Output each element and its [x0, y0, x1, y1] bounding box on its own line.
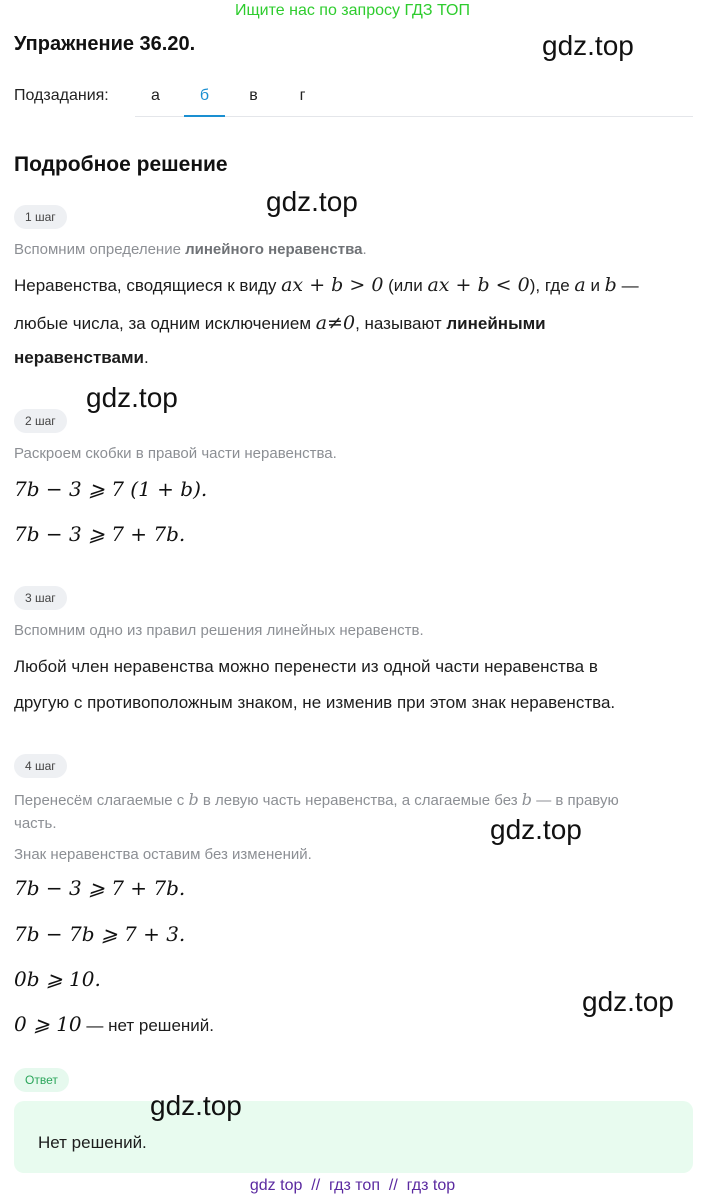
step-badge: 3 шаг: [14, 586, 67, 610]
step-hint: Раскроем скобки в правой части неравенства.: [14, 445, 337, 462]
equation: 0 ⩾ 10 — нет решений.: [14, 1012, 214, 1036]
step-badge: 1 шаг: [14, 205, 67, 229]
step-text-line: любые числа, за одним исключением a≠0, называют линейными: [14, 312, 546, 334]
tab-g[interactable]: г: [299, 87, 306, 104]
step-hint: Вспомним определение линейного неравенства.: [14, 241, 367, 258]
watermark: gdz.top: [490, 814, 582, 845]
equation: 7b − 3 ⩾ 7 + 7b.: [14, 522, 186, 546]
section-title: Подробное решение: [14, 153, 228, 176]
equation: 7b − 7b ⩾ 7 + 3.: [14, 922, 186, 946]
equation: 7b − 3 ⩾ 7 + 7b.: [14, 876, 186, 900]
tab-a[interactable]: а: [151, 87, 160, 104]
answer-text: Нет решений.: [38, 1133, 147, 1152]
watermark: gdz.top: [86, 382, 178, 413]
watermark: gdz.top: [582, 986, 674, 1017]
step-text-line: Неравенства, сводящиеся к виду ax + b > 0 (или ax + b < 0), где a и b —: [14, 274, 639, 296]
watermark: gdz.top: [150, 1090, 242, 1121]
tab-b[interactable]: б: [184, 76, 225, 117]
step-hint: Перенесём слагаемые с b в левую часть неравенства, а слагаемые без b — в правую: [14, 790, 619, 809]
exercise-title: Упражнение 36.20.: [14, 33, 196, 55]
answer-badge: Ответ: [14, 1068, 69, 1092]
equation: 7b − 3 ⩾ 7 (1 + b).: [14, 477, 208, 501]
watermark: gdz.top: [542, 30, 634, 61]
watermark: gdz.top: [266, 186, 358, 217]
footer-links[interactable]: gdz top // гдз топ // гдз top: [249, 1177, 456, 1194]
step-badge: 4 шаг: [14, 754, 67, 778]
subtask-tabs: [135, 76, 693, 117]
step-hint: Знак неравенства оставим без изменений.: [14, 846, 312, 863]
step-hint: часть.: [14, 815, 57, 832]
tab-v[interactable]: в: [249, 87, 258, 104]
step-badge: 2 шаг: [14, 409, 67, 433]
step-text-line: Любой член неравенства можно перенести из одной части неравенства в: [14, 657, 598, 676]
subtasks-label: Подзадания:: [14, 87, 109, 104]
step-text-line: другую с противоположным знаком, не изменив при этом знак неравенства.: [14, 693, 616, 712]
step-text-line: неравенствами.: [14, 348, 149, 367]
equation: 0b ⩾ 10.: [14, 967, 101, 991]
top-banner[interactable]: Ищите нас по запросу ГДЗ ТОП: [235, 2, 470, 19]
step-hint: Вспомним одно из правил решения линейных неравенств.: [14, 622, 424, 639]
